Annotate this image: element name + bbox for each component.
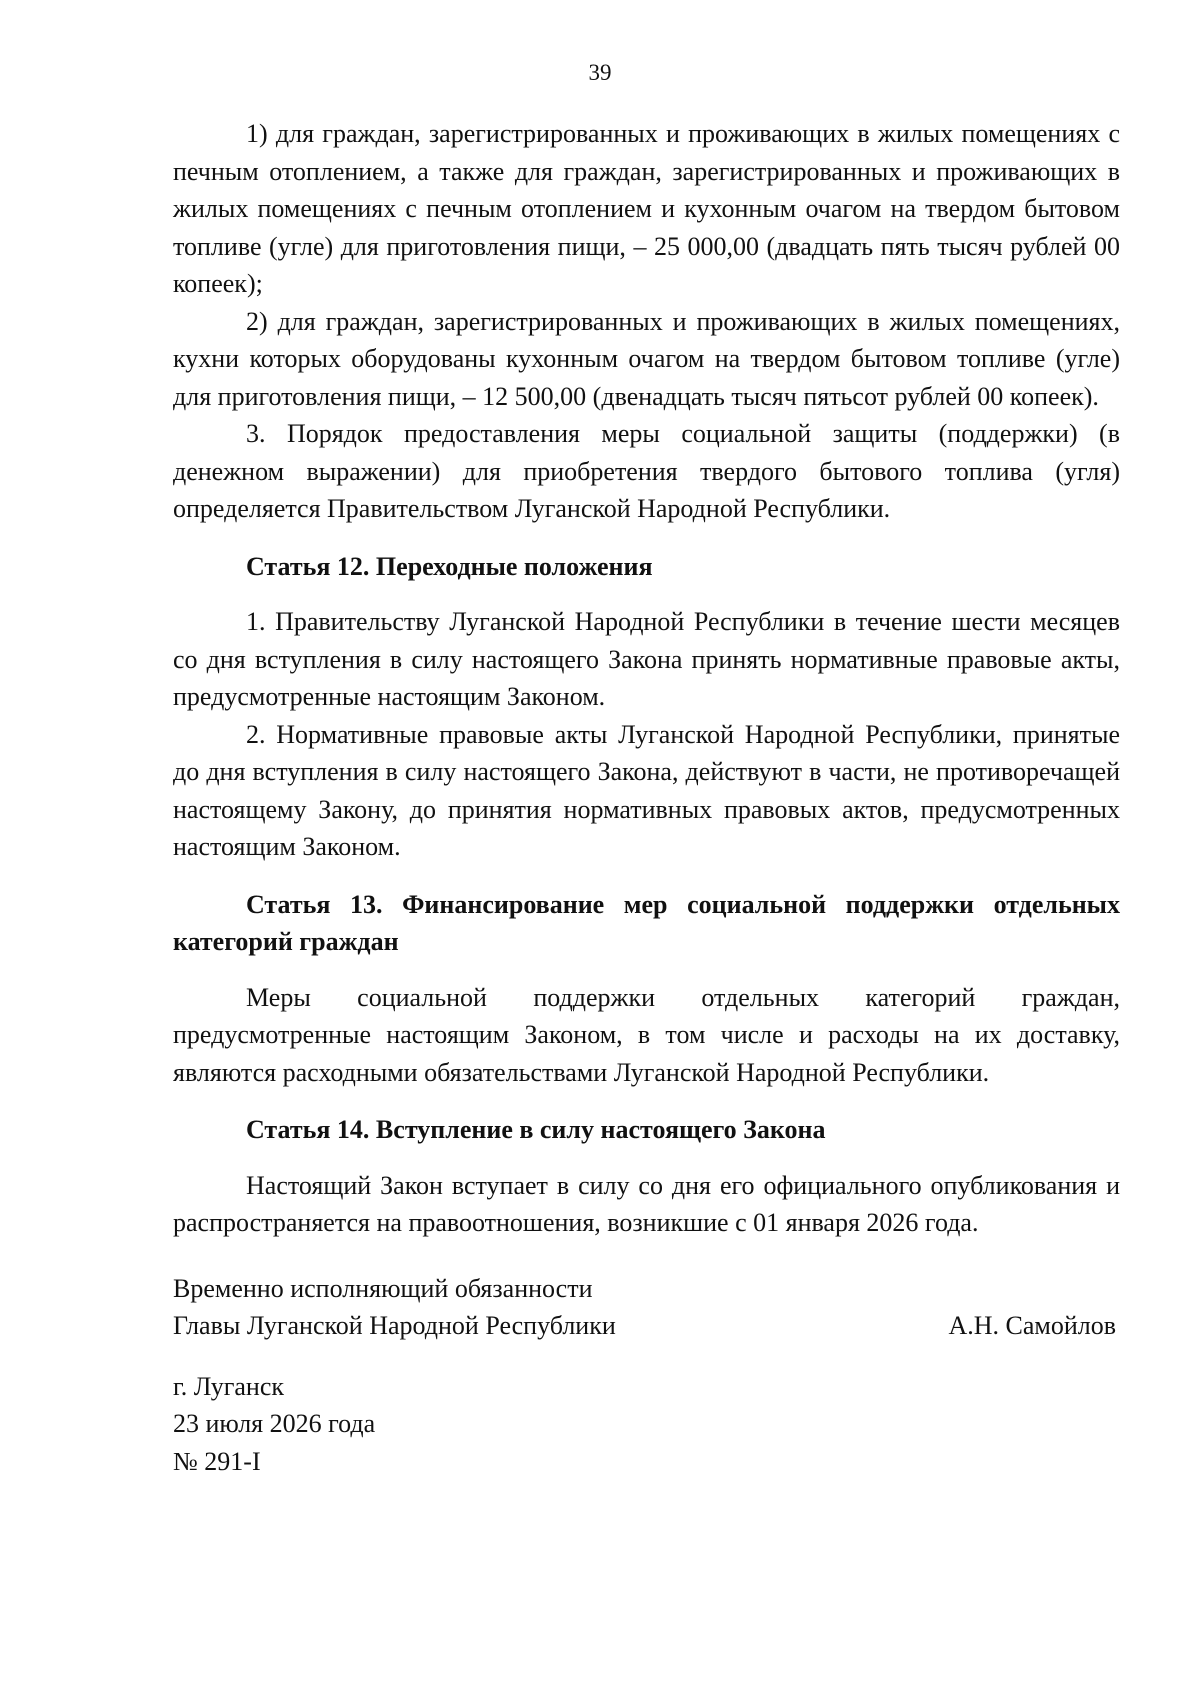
article-14-paragraph: Настоящий Закон вступает в силу со дня его официального опубликования и распространяется на правоотношения, возникшие с 01 января 2026 года.: [173, 1170, 1120, 1237]
law-number: № 291-I: [173, 1446, 261, 1476]
paragraph-item-1: 1) для граждан, зарегистрированных и проживающих в жилых помещениях с печным отоплением, а также для граждан, зарегистрированных и проживающих в жилых помещениях с печным отоплением и кухонным очагом на твердом бытовом топливе (угле) для приготовления пищи, – 25 000,00 (двадцать пять тысяч рублей 00 копеек);: [173, 119, 1120, 298]
signatory-name: А.Н. Самойлов: [948, 1311, 1116, 1340]
paragraph-item-2: 2) для граждан, зарегистрированных и проживающих в жилых помещениях, кухни которых оборудованы кухонным очагом на твердом бытовом топливе (угле) для приготовления пищи, – 12 500,00 (двенадцать тысяч пятьсот рублей 00 копеек).: [173, 306, 1120, 411]
article-12-paragraph-1: 1. Правительству Луганской Народной Республики в течение шести месяцев со дня вступления в силу настоящего Закона принять нормативные правовые акты, предусмотренные настоящим Законом.: [173, 607, 1120, 711]
article-12-paragraph-2: 2. Нормативные правовые акты Луганской Народной Республики, принятые до дня вступления в силу настоящего Закона, действуют в части, не противоречащей настоящему Закону, до принятия нормативных правовых актов, предусмотренных настоящим Законом.: [173, 719, 1120, 861]
article-13-heading: Статья 13. Финансирование мер социальной поддержки отдельных категорий граждан: [173, 889, 1120, 956]
city: г. Луганск: [173, 1371, 285, 1401]
date: 23 июля 2026 года: [173, 1409, 376, 1438]
place-date-block: [173, 1368, 1120, 1481]
signatory-row: [173, 1307, 1120, 1345]
article-12-heading: Статья 12. Переходные положения: [246, 551, 653, 581]
article-13-paragraph: Меры социальной поддержки отдельных категорий граждан, предусмотренные настоящим Законом, в том числе и расходы на их доставку, являются расходными обязательствами Луганской Народной Республики.: [173, 982, 1120, 1087]
signature-block: [173, 1270, 1120, 1345]
article-14-heading: Статья 14. Вступление в силу настоящего Закона: [246, 1115, 826, 1144]
page-number: 39: [588, 60, 612, 85]
signatory-title-line-1: Временно исполняющий обязанности: [173, 1273, 593, 1303]
document-body: [173, 115, 1120, 1480]
paragraph-item-3: 3. Порядок предоставления меры социальной защиты (поддержки) (в денежном выражении) для приобретения твердого бытового топлива (угля) определяется Правительством Луганской Народной Республики.: [173, 419, 1120, 523]
signatory-title-line-2: Главы Луганской Народной Республики: [173, 1311, 616, 1340]
